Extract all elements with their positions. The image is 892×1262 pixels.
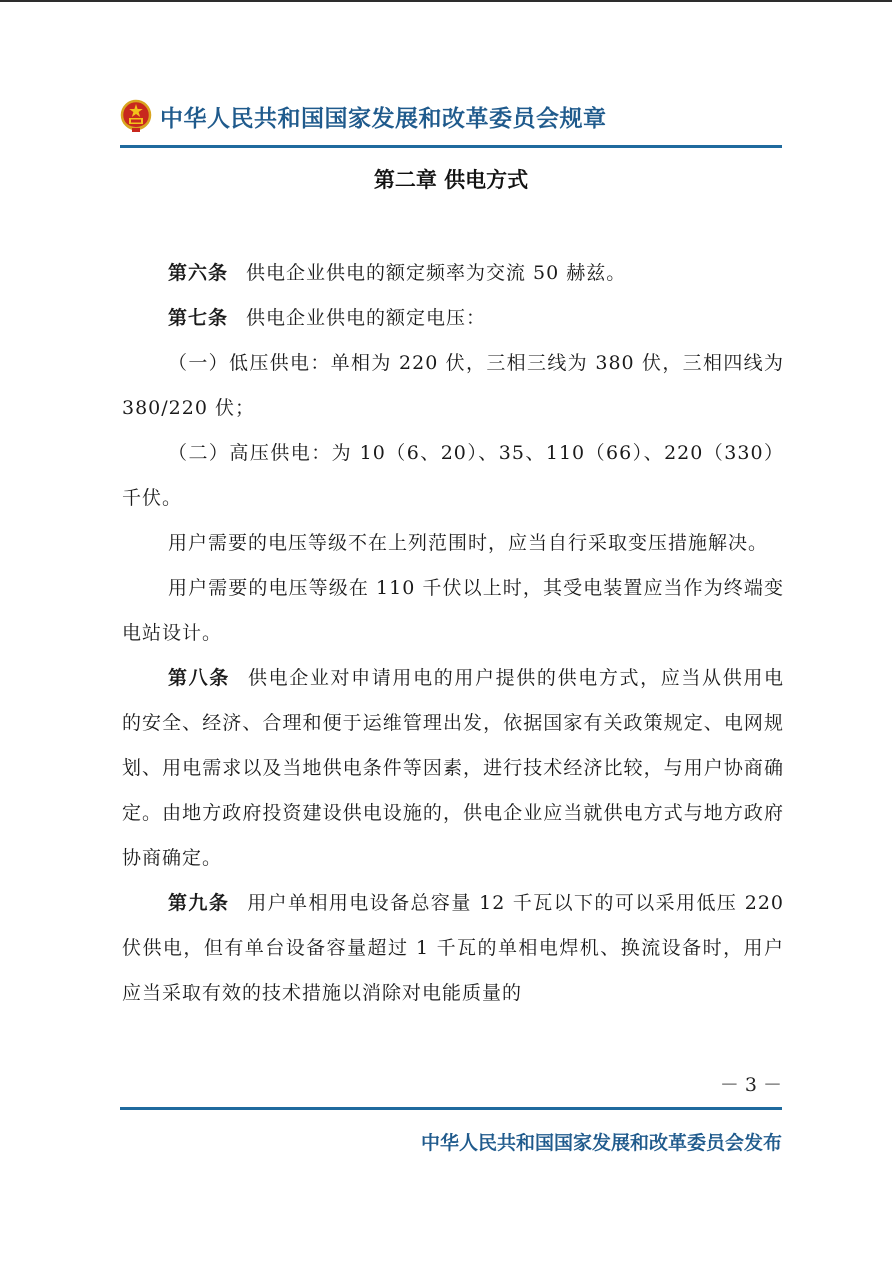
paragraph-text: （一）低压供电：单相为 220 伏，三相三线为 380 伏，三相四线为 380/220 伏；	[122, 352, 784, 419]
footer-publisher: 中华人民共和国国家发展和改革委员会发布	[420, 1132, 782, 1154]
article-label: 第九条	[168, 892, 230, 914]
paragraph-text: 用户需要的电压等级不在上列范围时，应当自行采取变压措施解决。	[168, 532, 769, 554]
footer-divider	[120, 1107, 782, 1110]
top-border	[0, 0, 892, 2]
header-title: 中华人民共和国国家发展和改革委员会规章	[160, 105, 607, 132]
article-label: 第六条	[168, 262, 229, 284]
chapter-title: 第二章 供电方式	[373, 168, 529, 192]
article-paragraph	[122, 656, 784, 881]
article-text: 供电企业供电的额定频率为交流 50 赫兹。	[246, 262, 627, 284]
header-divider	[120, 145, 782, 148]
article-text: 用户单相用电设备总容量 12 千瓦以下的可以采用低压 220 伏供电，但有单台设备容量超过 1 千瓦的单相电焊机、换流设备时，用户应当采取有效的技术措施以消除对电能质量的	[122, 892, 784, 1004]
national-emblem-icon	[120, 99, 152, 133]
paragraph-text: （二）高压供电：为 10（6、20）、35、110（66）、220（330）千伏。	[122, 442, 784, 509]
article-label: 第七条	[168, 307, 229, 329]
page-number: － 3 －	[719, 1074, 782, 1096]
body-paragraph	[122, 566, 784, 656]
document-header	[120, 96, 782, 136]
article-text: 供电企业对申请用电的用户提供的供电方式，应当从供用电的安全、经济、合理和便于运维管理出发，依据国家有关政策规定、电网规划、用电需求以及当地供电条件等因素，进行技术经济比较，与用户协商确定。由地方政府投资建设供电设施的，供电企业应当就供电方式与地方政府协商确定。	[122, 667, 784, 869]
article-label: 第八条	[168, 667, 230, 689]
article-text: 供电企业供电的额定电压：	[246, 307, 487, 329]
article-paragraph	[122, 881, 784, 1016]
body-paragraph	[122, 341, 784, 431]
article-paragraph	[122, 296, 784, 341]
document-body	[122, 251, 784, 1016]
article-paragraph	[122, 251, 784, 296]
paragraph-text: 用户需要的电压等级在 110 千伏以上时，其受电装置应当作为终端变电站设计。	[122, 577, 784, 644]
body-paragraph	[122, 521, 784, 566]
body-paragraph	[122, 431, 784, 521]
